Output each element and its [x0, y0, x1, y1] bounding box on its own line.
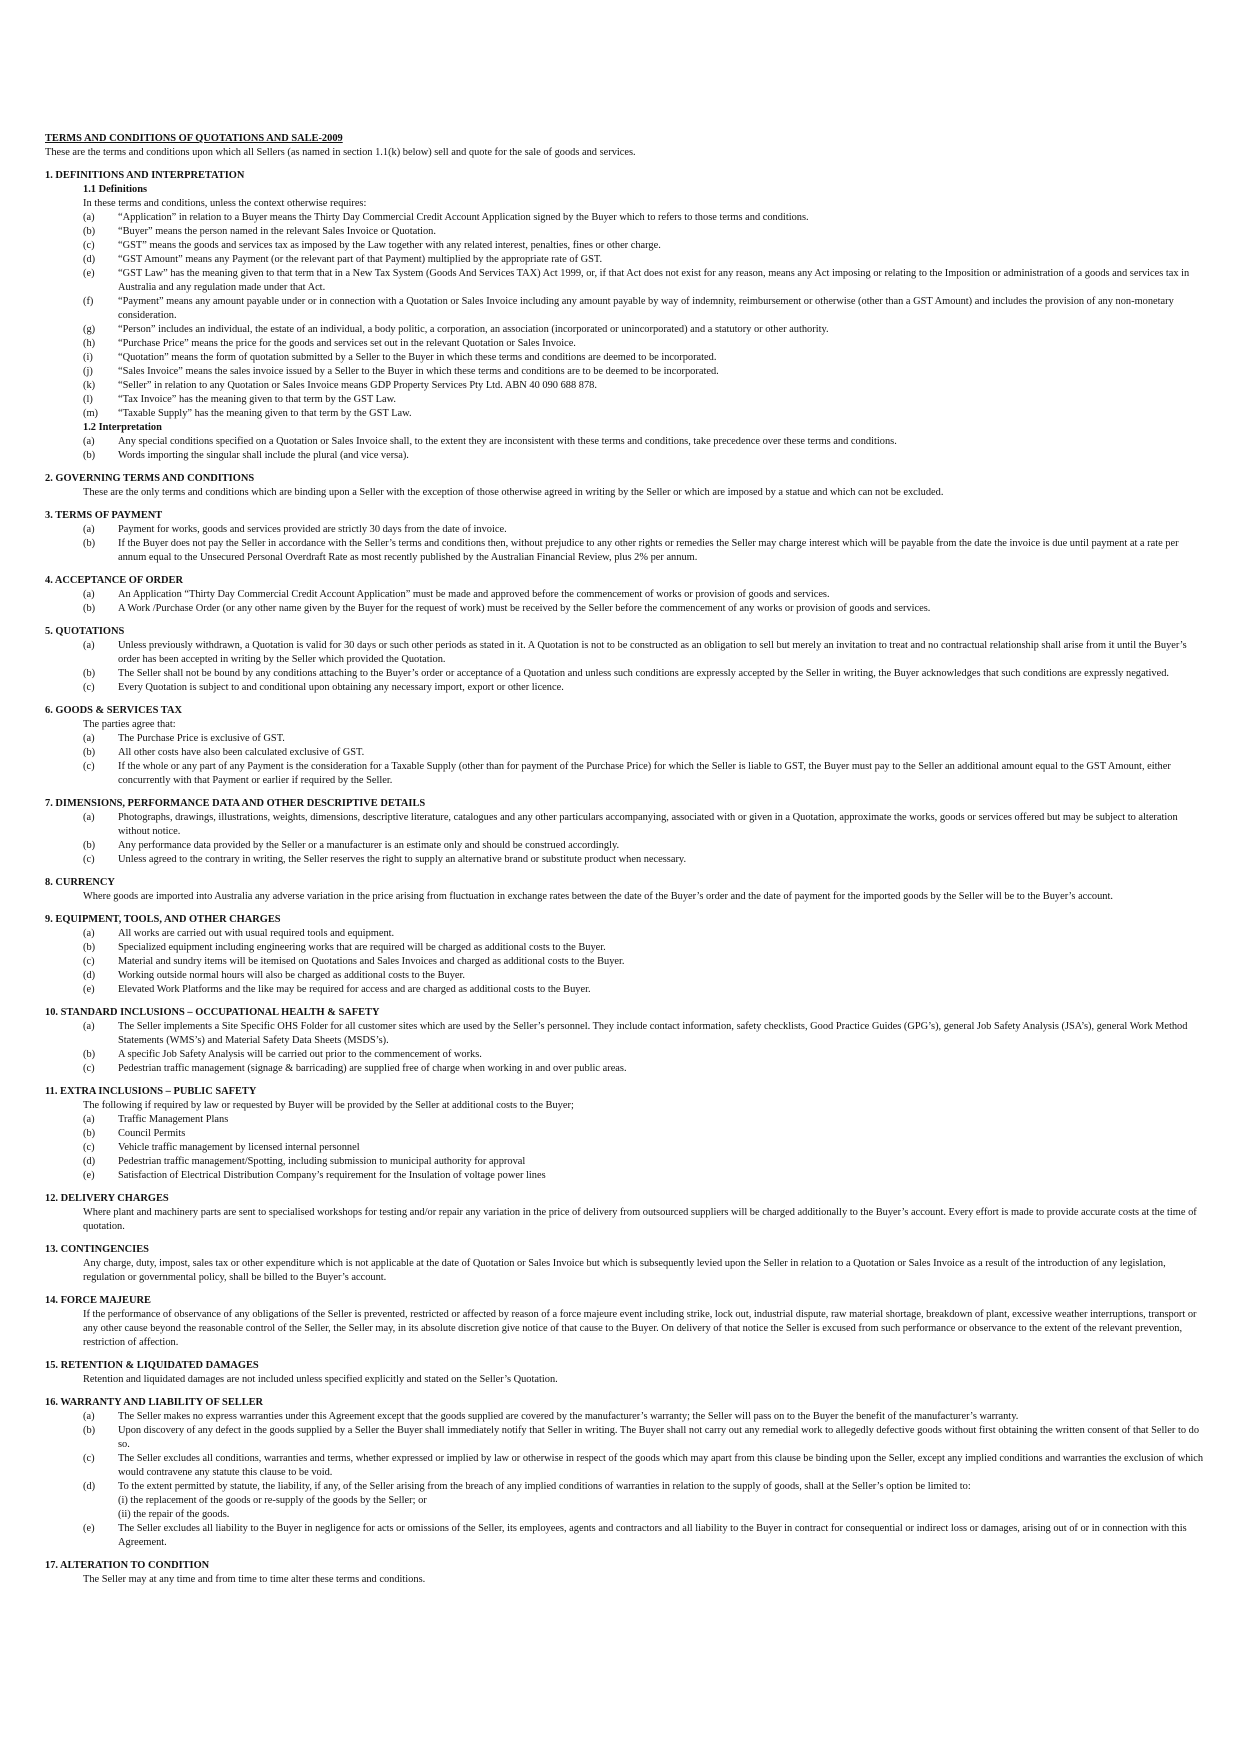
clause-label: (e)	[83, 268, 95, 279]
clause-label: (b)	[83, 538, 96, 549]
clause-text: If the whole or any part of any Payment is the consideration for a Taxable Supply (other than for payment of the Purchase Price) for which the Seller is liable to GST, the Buyer must pay to the Seller an additional amount equal to the GST Amount, either concurrently with that Payment or earlier if required by the Seller.	[118, 761, 1171, 786]
clause-label: (a)	[83, 928, 95, 939]
clause-item	[45, 365, 1205, 379]
clause-label: (a)	[83, 212, 95, 223]
section-heading: 5. QUOTATIONS	[45, 626, 125, 637]
section	[45, 797, 1205, 867]
clause-label: (m)	[83, 408, 99, 419]
section-paragraph: Where goods are imported into Australia any adverse variation in the price arising from fluctuation in exchange rates between the date of the Buyer’s order and the date of payment for the imported goods by the Seller will be to the Buyer’s account.	[83, 891, 1113, 902]
clause-item	[45, 537, 1205, 565]
clause-text: The Seller shall not be bound by any conditions attaching to the Buyer’s order or acceptance of a Quotation and unless such conditions are expressly accepted by the Seller in writing, the Buyer acknowledges that such conditions are expressly negatived.	[118, 668, 1169, 679]
section	[45, 876, 1205, 904]
clause-item	[45, 746, 1205, 760]
clause-label: (c)	[83, 761, 95, 772]
clause-text: “GST” means the goods and services tax as imposed by the Law together with any related interest, penalties, fines or other charge.	[118, 240, 661, 251]
clause-label: (c)	[83, 240, 95, 251]
clause-label: (k)	[83, 380, 96, 391]
clause-label: (a)	[83, 1021, 95, 1032]
clause-item	[45, 523, 1205, 537]
section	[45, 1006, 1205, 1076]
section-heading: 6. GOODS & SERVICES TAX	[45, 705, 182, 716]
section	[45, 1396, 1205, 1550]
section	[45, 704, 1205, 788]
section	[45, 509, 1205, 565]
clause-text: “Quotation” means the form of quotation submitted by a Seller to the Buyer in which these terms and conditions are deemed to be incorporated.	[118, 352, 717, 363]
section-paragraph: Retention and liquidated damages are not included unless specified explicitly and stated on the Seller’s Quotation.	[83, 1374, 558, 1385]
clause-label: (a)	[83, 640, 95, 651]
clause-label: (c)	[83, 1453, 95, 1464]
document-title: TERMS AND CONDITIONS OF QUOTATIONS AND SALE-2009	[45, 133, 343, 144]
sections-container	[45, 169, 1205, 1587]
clause-label: (l)	[83, 394, 93, 405]
clause-label: (c)	[83, 956, 95, 967]
clause-item	[45, 1048, 1205, 1062]
clause-item	[45, 1522, 1205, 1550]
clause-item	[45, 379, 1205, 393]
clause-label: (a)	[83, 733, 95, 744]
clause-item	[45, 1410, 1205, 1424]
section-heading: 15. RETENTION & LIQUIDATED DAMAGES	[45, 1360, 259, 1371]
section-heading: 14. FORCE MAJEURE	[45, 1295, 151, 1306]
clause-item	[45, 253, 1205, 267]
clause-text: “Sales Invoice” means the sales invoice issued by a Seller to the Buyer in which these terms and conditions are to be deemed to be incorporated.	[118, 366, 719, 377]
clause-item	[45, 1169, 1205, 1183]
clause-subitem: (i) the replacement of the goods or re-supply of the goods by the Seller; or	[118, 1495, 427, 1506]
clause-label: (b)	[83, 747, 96, 758]
section-paragraph: The Seller may at any time and from time to time alter these terms and conditions.	[83, 1574, 426, 1585]
clause-item	[45, 239, 1205, 253]
clause-label: (j)	[83, 366, 93, 377]
clause-text: All works are carried out with usual required tools and equipment.	[118, 928, 395, 939]
clause-label: (d)	[83, 254, 96, 265]
clause-item	[45, 337, 1205, 351]
clause-item	[45, 667, 1205, 681]
section-heading: 10. STANDARD INCLUSIONS – OCCUPATIONAL HEALTH & SAFETY	[45, 1007, 380, 1018]
clause-label: (e)	[83, 1523, 95, 1534]
clause-text: “Seller” in relation to any Quotation or Sales Invoice means GDP Property Services Pty Ltd. ABN 40 090 688 878.	[118, 380, 597, 391]
clause-label: (d)	[83, 1156, 96, 1167]
clause-label: (b)	[83, 1049, 96, 1060]
clause-label: (c)	[83, 854, 95, 865]
section	[45, 1294, 1205, 1350]
clause-label: (e)	[83, 1170, 95, 1181]
clause-label: (a)	[83, 524, 95, 535]
clause-text: Payment for works, goods and services provided are strictly 30 days from the date of invoice.	[118, 524, 507, 535]
clause-text: “Person” includes an individual, the estate of an individual, a body politic, a corporation, an association (incorporated or unincorporated) and a statutory or other authority.	[118, 324, 829, 335]
clause-item	[45, 839, 1205, 853]
clause-label: (b)	[83, 942, 96, 953]
clause-item	[45, 407, 1205, 421]
clause-label: (a)	[83, 1114, 95, 1125]
clause-item	[45, 639, 1205, 667]
clause-item	[45, 351, 1205, 365]
clause-text: Pedestrian traffic management (signage & barricading) are supplied free of charge when working in and over public areas.	[118, 1063, 627, 1074]
clause-text: “Buyer” means the person named in the relevant Sales Invoice or Quotation.	[118, 226, 436, 237]
clause-item	[45, 295, 1205, 323]
clause-text: “GST Amount” means any Payment (or the relevant part of that Payment) multiplied by the appropriate rate of GST.	[118, 254, 603, 265]
clause-text: If the Buyer does not pay the Seller in accordance with the Seller’s terms and conditions then, without prejudice to any other rights or remedies the Seller may charge interest which will be payable from the date the invoice is due until payment at a rate per annum equal to the Unsecured Personal Overdraft Rate as most recently published by the Australian Financial Review, plus 2% per annum.	[118, 538, 1179, 563]
clause-label: (c)	[83, 1063, 95, 1074]
clause-item	[45, 323, 1205, 337]
clause-text: “Taxable Supply” has the meaning given to that term by the GST Law.	[118, 408, 412, 419]
clause-item	[45, 1155, 1205, 1169]
clause-item	[45, 811, 1205, 839]
clause-label: (e)	[83, 984, 95, 995]
clause-item	[45, 927, 1205, 941]
clause-item	[45, 1062, 1205, 1076]
section	[45, 574, 1205, 616]
clause-text: “Tax Invoice” has the meaning given to that term by the GST Law.	[118, 394, 397, 405]
section-heading: 16. WARRANTY AND LIABILITY OF SELLER	[45, 1397, 264, 1408]
clause-text: “Payment” means any amount payable under or in connection with a Quotation or Sales Invoice including any amount payable by way of indemnity, reimbursement or otherwise (other than a GST Amount) and includes the provision of any non-monetary consideration.	[118, 296, 1174, 321]
document-intro: These are the terms and conditions upon which all Sellers (as named in section 1.1(k) below) sell and quote for the sale of goods and services.	[45, 147, 636, 158]
section-paragraph: Where plant and machinery parts are sent to specialised workshops for testing and/or repair any variation in the price of delivery from outsourced suppliers will be charged additionally to the Buyer’s account. Every effort is made to provide accurate costs at the time of quotation.	[83, 1207, 1197, 1232]
section	[45, 1192, 1205, 1234]
clause-item	[45, 969, 1205, 983]
clause-item	[45, 1113, 1205, 1127]
clause-label: (b)	[83, 668, 96, 679]
clause-text: The Seller makes no express warranties under this Agreement except that the goods supplied are covered by the manufacturer’s warranty; the Seller will pass on to the Buyer the benefit of the manufacturer’s warranty.	[118, 1411, 1019, 1422]
clause-text: The Seller excludes all liability to the Buyer in negligence for acts or omissions of the Seller, its employees, agents and contractors and all liability to the Buyer in contract for consequential or indirect loss or damages, arising out of or in connection with this Agreement.	[118, 1523, 1187, 1548]
section-heading: 11. EXTRA INCLUSIONS – PUBLIC SAFETY	[45, 1086, 257, 1097]
clause-label: (f)	[83, 296, 94, 307]
clause-text: “Application” in relation to a Buyer means the Thirty Day Commercial Credit Account Application signed by the Buyer which to refers to those terms and conditions.	[118, 212, 809, 223]
clause-item	[45, 1020, 1205, 1048]
clause-text: To the extent permitted by statute, the liability, if any, of the Seller arising from the breach of any implied conditions of warranties in relation to the supply of goods, shall at the Seller’s option be limited to:	[118, 1481, 971, 1492]
clause-text: Any special conditions specified on a Quotation or Sales Invoice shall, to the extent they are inconsistent with these terms and conditions, take precedence over these terms and conditions.	[118, 436, 897, 447]
clause-item	[45, 681, 1205, 695]
clause-item	[45, 449, 1205, 463]
section-paragraph: These are the only terms and conditions which are binding upon a Seller with the exception of those otherwise agreed in writing by the Seller or which are imposed by a statue and which can not be excluded.	[83, 487, 944, 498]
clause-text: Any performance data provided by the Seller or a manufacturer is an estimate only and should be construed accordingly.	[118, 840, 620, 851]
clause-item	[45, 1480, 1205, 1494]
clause-text: Material and sundry items will be itemised on Quotations and Sales Invoices and charged as additional costs to the Buyer.	[118, 956, 625, 967]
clause-item	[45, 1452, 1205, 1480]
section-paragraph: The following if required by law or requested by Buyer will be provided by the Seller at additional costs to the Buyer;	[83, 1100, 574, 1111]
section	[45, 1559, 1205, 1587]
section	[45, 1085, 1205, 1183]
clause-label: (h)	[83, 338, 96, 349]
clause-label: (c)	[83, 682, 95, 693]
section	[45, 625, 1205, 695]
clause-text: Words importing the singular shall include the plural (and vice versa).	[118, 450, 409, 461]
section	[45, 169, 1205, 463]
clause-text: The Seller excludes all conditions, warranties and terms, whether expressed or implied by law or otherwise in respect of the goods which may apart from this clause be binding upon the Seller, except any implied conditions and warranties the exclusion of which would contravene any statute this clause to be void.	[118, 1453, 1204, 1478]
section-heading: 17. ALTERATION TO CONDITION	[45, 1560, 210, 1571]
section-heading: 2. GOVERNING TERMS AND CONDITIONS	[45, 473, 255, 484]
clause-label: (a)	[83, 589, 95, 600]
clause-text: Satisfaction of Electrical Distribution Company’s requirement for the Insulation of voltage power lines	[118, 1170, 546, 1181]
clause-text: Upon discovery of any defect in the goods supplied by a Seller the Buyer shall immediately notify that Seller in writing. The Buyer shall not carry out any remedial work to allegedly defective goods without first obtaining the written consent of that Seller to do so.	[118, 1425, 1200, 1450]
section	[45, 913, 1205, 997]
section-heading: 3. TERMS OF PAYMENT	[45, 510, 163, 521]
clause-item	[45, 602, 1205, 616]
clause-item	[45, 588, 1205, 602]
subsection-heading: 1.2 Interpretation	[83, 422, 162, 433]
clause-label: (a)	[83, 436, 95, 447]
clause-label: (d)	[83, 1481, 96, 1492]
section-heading: 9. EQUIPMENT, TOOLS, AND OTHER CHARGES	[45, 914, 281, 925]
section-heading: 7. DIMENSIONS, PERFORMANCE DATA AND OTHER DESCRIPTIVE DETAILS	[45, 798, 426, 809]
clause-item	[45, 983, 1205, 997]
section-heading: 4. ACCEPTANCE OF ORDER	[45, 575, 183, 586]
clause-label: (b)	[83, 450, 96, 461]
clause-text: Vehicle traffic management by licensed internal personnel	[118, 1142, 360, 1153]
clause-item	[45, 1127, 1205, 1141]
clause-item	[45, 1141, 1205, 1155]
clause-text: “GST Law” has the meaning given to that term that in a New Tax System (Goods And Services TAX) Act 1999, or, if that Act does not exist for any reason, means any Act imposing or relating to the Imposition or administration of a goods and services tax in Australia and any regulation made under that Act.	[118, 268, 1190, 293]
clause-label: (d)	[83, 970, 96, 981]
clause-item	[45, 225, 1205, 239]
clause-text: A Work /Purchase Order (or any other name given by the Buyer for the request of work) must be received by the Seller before the commencement of any works or provision of goods and services.	[118, 603, 931, 614]
clause-text: “Purchase Price” means the price for the goods and services set out in the relevant Quotation or Sales Invoice.	[118, 338, 576, 349]
clause-item	[45, 941, 1205, 955]
clause-item	[45, 760, 1205, 788]
clause-label: (b)	[83, 1128, 96, 1139]
clause-item	[45, 211, 1205, 225]
clause-label: (g)	[83, 324, 96, 335]
subsection-heading: 1.1 Definitions	[83, 184, 148, 195]
section-heading: 12. DELIVERY CHARGES	[45, 1193, 169, 1204]
clause-item	[45, 435, 1205, 449]
clause-text: Traffic Management Plans	[118, 1114, 229, 1125]
clause-label: (i)	[83, 352, 93, 363]
section-heading: 1. DEFINITIONS AND INTERPRETATION	[45, 170, 245, 181]
clause-text: Council Permits	[118, 1128, 186, 1139]
clause-text: Specialized equipment including engineering works that are required will be charged as additional costs to the Buyer.	[118, 942, 606, 953]
clause-label: (a)	[83, 812, 95, 823]
clause-item	[45, 393, 1205, 407]
section	[45, 1243, 1205, 1285]
clause-text: Pedestrian traffic management/Spotting, including submission to municipal authority for approval	[118, 1156, 526, 1167]
clause-text: Photographs, drawings, illustrations, weights, dimensions, descriptive literature, catalogues and any other particulars accompanying, associated with or given in a Quotation, approximate the works, goods or services offered but may be subject to alteration without notice.	[118, 812, 1178, 837]
section-paragraph: The parties agree that:	[83, 719, 176, 730]
clause-text: Unless previously withdrawn, a Quotation is valid for 30 days or such other periods as stated in it. A Quotation is not to be constructed as an obligation to sell but merely an invitation to treat and no contractual relationship shall arise from it until the Buyer’s order has been accepted in writing by the Seller which provided the Quotation.	[118, 640, 1187, 665]
clause-text: Every Quotation is subject to and conditional upon obtaining any necessary import, export or other licence.	[118, 682, 564, 693]
clause-text: Elevated Work Platforms and the like may be required for access and are charged as additional costs to the Buyer.	[118, 984, 591, 995]
clause-text: The Purchase Price is exclusive of GST.	[118, 733, 285, 744]
terms-document	[45, 132, 1205, 1587]
clause-label: (b)	[83, 226, 96, 237]
clause-item	[45, 1424, 1205, 1452]
section	[45, 1359, 1205, 1387]
clause-item	[45, 732, 1205, 746]
section-paragraph: In these terms and conditions, unless the context otherwise requires:	[83, 198, 367, 209]
clause-subitem: (ii) the repair of the goods.	[118, 1509, 230, 1520]
section-heading: 13. CONTINGENCIES	[45, 1244, 149, 1255]
clause-text: A specific Job Safety Analysis will be carried out prior to the commencement of works.	[118, 1049, 482, 1060]
clause-item	[45, 267, 1205, 295]
clause-text: All other costs have also been calculated exclusive of GST.	[118, 747, 365, 758]
section-paragraph: If the performance of observance of any obligations of the Seller is prevented, restricted or affected by reason of a force majeure event including strike, lock out, industrial dispute, raw material shortage, breakdown of plant, excessive weather interruptions, transport or any other cause beyond the reasonable control of the Seller, the Seller may, in its absolute discretion give notice of that cause to the Buyer. On delivery of that notice the Seller is excused from such performance or observance to the extent of the relevant prevention, restriction of affection.	[83, 1309, 1197, 1348]
clause-text: An Application “Thirty Day Commercial Credit Account Application” must be made and approved before the commencement of works or provision of goods and services.	[118, 589, 830, 600]
clause-label: (b)	[83, 1425, 96, 1436]
clause-label: (a)	[83, 1411, 95, 1422]
clause-label: (c)	[83, 1142, 95, 1153]
clause-item	[45, 853, 1205, 867]
clause-text: The Seller implements a Site Specific OHS Folder for all customer sites which are used by the Seller’s personnel. They include contact information, safety checklists, Good Practice Guides (GPG’s), general Job Safety Analysis (JSA’s), general Work Method Statements (WMS’s) and Material Safety Data Sheets (MSDS’s).	[118, 1021, 1188, 1046]
clause-item	[45, 955, 1205, 969]
clause-label: (b)	[83, 603, 96, 614]
clause-text: Unless agreed to the contrary in writing, the Seller reserves the right to supply an alternative brand or substitute product when necessary.	[118, 854, 687, 865]
section	[45, 472, 1205, 500]
section-heading: 8. CURRENCY	[45, 877, 115, 888]
section-paragraph: Any charge, duty, impost, sales tax or other expenditure which is not applicable at the date of Quotation or Sales Invoice but which is subsequently levied upon the Seller in relation to a Quotation or Sales Invoice as a result of the introduction of any legislation, regulation or governmental policy, shall be billed to the Buyer’s account.	[83, 1258, 1166, 1283]
clause-label: (b)	[83, 840, 96, 851]
clause-text: Working outside normal hours will also be charged as additional costs to the Buyer.	[118, 970, 465, 981]
